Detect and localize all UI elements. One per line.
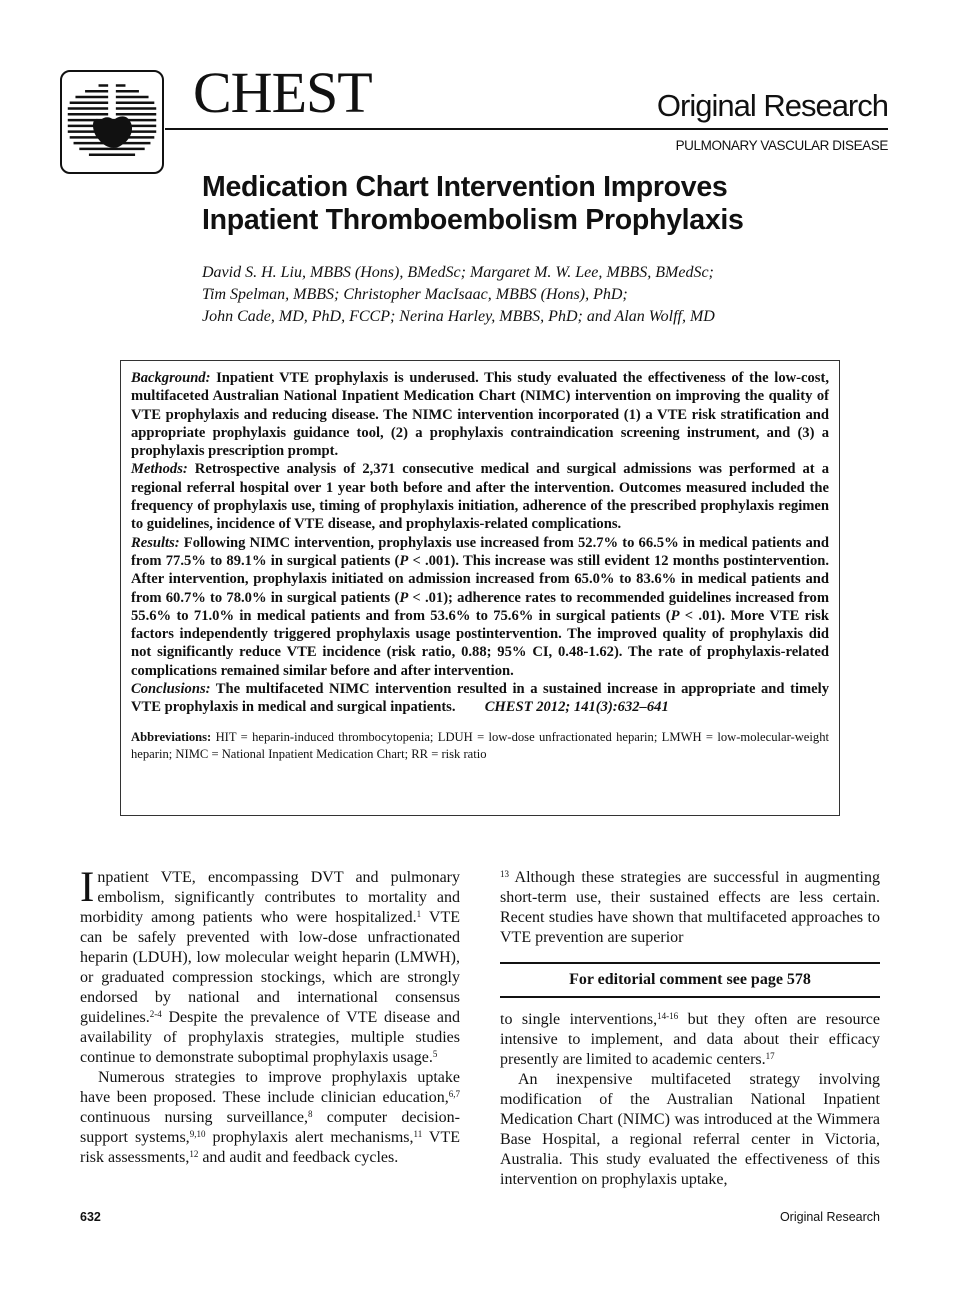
- background-label: Background:: [131, 370, 211, 386]
- reference[interactable]: 9,10: [189, 1129, 206, 1139]
- conclusions-text: The multifaceted NIMC intervention resulted in a sustained increase in appropriate and timely VTE prophylaxis in medical and surgical inpatients.: [131, 681, 829, 716]
- abstract-background: [131, 369, 829, 460]
- text-run: VTE can be safely prevented with low-dose unfractionated heparin (LDUH), low molecular weight heparin (LMWH), or graduated compression stockings, which are strongly endorsed by national and international consensus guidelines.: [80, 909, 461, 1026]
- text-run: but they often are resource intensive to implement, and data about their efficacy presently are limited to academic centers.: [500, 1011, 880, 1068]
- reference[interactable]: 2-4: [149, 1009, 162, 1019]
- lungs-heart-logo-icon: [62, 72, 162, 172]
- text-run: computer decision-support systems,: [80, 1109, 460, 1146]
- p-value-symbol: P: [399, 589, 409, 606]
- journal-name: CHEST: [193, 60, 372, 125]
- reference[interactable]: 8: [307, 1109, 313, 1119]
- author-line: Tim Spelman, MBBS; Christopher MacIsaac, MBBS (Hons), PhD;: [202, 286, 628, 303]
- text-run: Numerous strategies to improve prophylaxis uptake have been proposed. These include clinician education,: [80, 1069, 460, 1106]
- citation: CHEST 2012; 141(3):632–641: [484, 699, 669, 716]
- results-text: < .01). More VTE risk factors independently triggered prophylaxis usage postintervention. The improved quality of prophylaxis did not significantly reduce VTE incidence (risk ratio, 0.88; 95% CI, 0.48-1.62). The rate of prophylaxis-related complications remained similar before and after intervention.: [131, 607, 829, 679]
- text-run: to single interventions,: [500, 1011, 658, 1028]
- reference[interactable]: 6,7: [448, 1089, 460, 1099]
- editorial-comment-note: For editorial comment see page 578: [500, 962, 880, 998]
- abbreviations-text: HIT = heparin-induced thrombocytopenia; LDUH = low-dose unfractionated heparin; LMWH = low-molecular-weight heparin; NIMC = National Inpatient Medication Chart; RR = risk ratio: [131, 729, 829, 761]
- article-title: [202, 171, 892, 237]
- background-text: Inpatient VTE prophylaxis is underused. This study evaluated the effectiveness of the low-cost, multifaceted Australian National Inpatient Medication Chart (NIMC) intervention on improving the quality of VTE prophylaxis and reducing disease. The NIMC intervention incorporated (1) a VTE risk stratification and appropriate prophylaxis guidance tool, (2) a prophylaxis contraindication screening instrument, and (3) a prophylaxis prescription prompt.: [131, 370, 829, 460]
- p-value-symbol: P: [399, 552, 409, 569]
- page-number: 632: [80, 1210, 101, 1224]
- reference[interactable]: 1: [416, 909, 422, 919]
- results-text: < .01); adherence rates to recommended guidelines increased from 55.6% to 71.0% in medical patients and from 53.6% to 75.6% in surgical patients (: [131, 589, 830, 624]
- reference[interactable]: 14-16: [657, 1011, 679, 1021]
- text-run: Although these strategies are successful in augmenting short-term use, their sustained effects are less certain. Recent studies have shown that multifaceted approaches to VTE prevention are superior: [500, 869, 880, 946]
- reference[interactable]: 12: [189, 1149, 199, 1159]
- reference[interactable]: 5: [432, 1049, 438, 1059]
- paragraph: An inexpensive multifaceted strategy involving modification of the Australian National Inpatient Medication Chart (NIMC) was introduced at the Wimmera Base Hospital, a regional referral center in Victoria, Australia. This study evaluated the effectiveness of this intervention on prophylaxis uptake,: [500, 1071, 880, 1188]
- footer-label: Original Research: [779, 1210, 880, 1224]
- methods-label: Methods:: [131, 461, 188, 478]
- abstract-results: [131, 534, 829, 680]
- text-run: Despite the prevalence of VTE disease and availability of prophylaxis strategies, multiple studies continue to demonstrate suboptimal prophylaxis usage.: [80, 1009, 460, 1066]
- p-value-symbol: P: [670, 607, 680, 624]
- author-line: John Cade, MD, PhD, FCCP; Nerina Harley, MBBS, PhD; and Alan Wolff, MD: [202, 308, 715, 325]
- text-run: npatient VTE, encompassing DVT and pulmonary embolism, significantly contributes to mortality and morbidity among patients who were hospitalized.: [80, 869, 460, 926]
- text-run: VTE risk assessments,: [80, 1129, 461, 1166]
- paragraph: [80, 864, 461, 1068]
- results-label: Results:: [131, 534, 180, 551]
- drop-cap: I: [80, 864, 95, 911]
- abbreviations: [131, 729, 829, 763]
- body-column-right: [500, 868, 880, 1190]
- author-list: [202, 262, 902, 328]
- title-line: Medication Chart Intervention Improves: [202, 171, 728, 203]
- text-run: prophylaxis alert mechanisms,: [205, 1129, 414, 1146]
- reference[interactable]: 13: [500, 869, 509, 879]
- author-line: David S. H. Liu, MBBS (Hons), BMedSc; Margaret M. W. Lee, MBBS, BMedSc;: [202, 264, 714, 281]
- title-line: Inpatient Thromboembolism Prophylaxis: [202, 204, 744, 236]
- results-text: Following NIMC intervention, prophylaxis use increased from 52.7% to 66.5% in medical patients and from 77.5% to 89.1% in surgical patients (: [131, 534, 829, 569]
- methods-text: Retrospective analysis of 2,371 consecutive medical and surgical admissions was performed at a regional referral hospital over 1 year both before and after the intervention. Outcomes measured included the frequency of prophylaxis use, timing of prophylaxis initiation, adherence of the prescribed prophylaxis regimen to guidelines, incidence of VTE disease, and prophylaxis-related complications.: [131, 461, 829, 533]
- body-column-left: [80, 864, 461, 1168]
- paragraph: [500, 868, 880, 948]
- abstract-conclusions: [131, 680, 829, 717]
- text-run: and audit and feedback cycles.: [198, 1149, 399, 1166]
- section-label: PULMONARY VASCULAR DISEASE: [675, 138, 888, 153]
- paragraph: [80, 1068, 460, 1168]
- abbreviations-label: Abbreviations:: [131, 729, 212, 744]
- article-type: Original Research: [656, 88, 888, 123]
- conclusions-label: Conclusions:: [131, 681, 211, 698]
- journal-logo: [60, 70, 164, 174]
- results-text: < .001). This increase was still evident 12 months postintervention. After intervention, prophylaxis initiated on admission increased from 65.0% to 83.6% in medical patients and from 60.7% to 78.0% in surgical patients (: [131, 552, 830, 606]
- reference[interactable]: 17: [765, 1051, 775, 1061]
- text-run: continuous nursing surveillance,: [80, 1109, 308, 1126]
- paragraph: [500, 1010, 880, 1070]
- reference[interactable]: 11: [413, 1129, 423, 1139]
- abstract-methods: [131, 460, 829, 533]
- header-divider: [165, 128, 888, 130]
- abstract-box: [120, 360, 840, 816]
